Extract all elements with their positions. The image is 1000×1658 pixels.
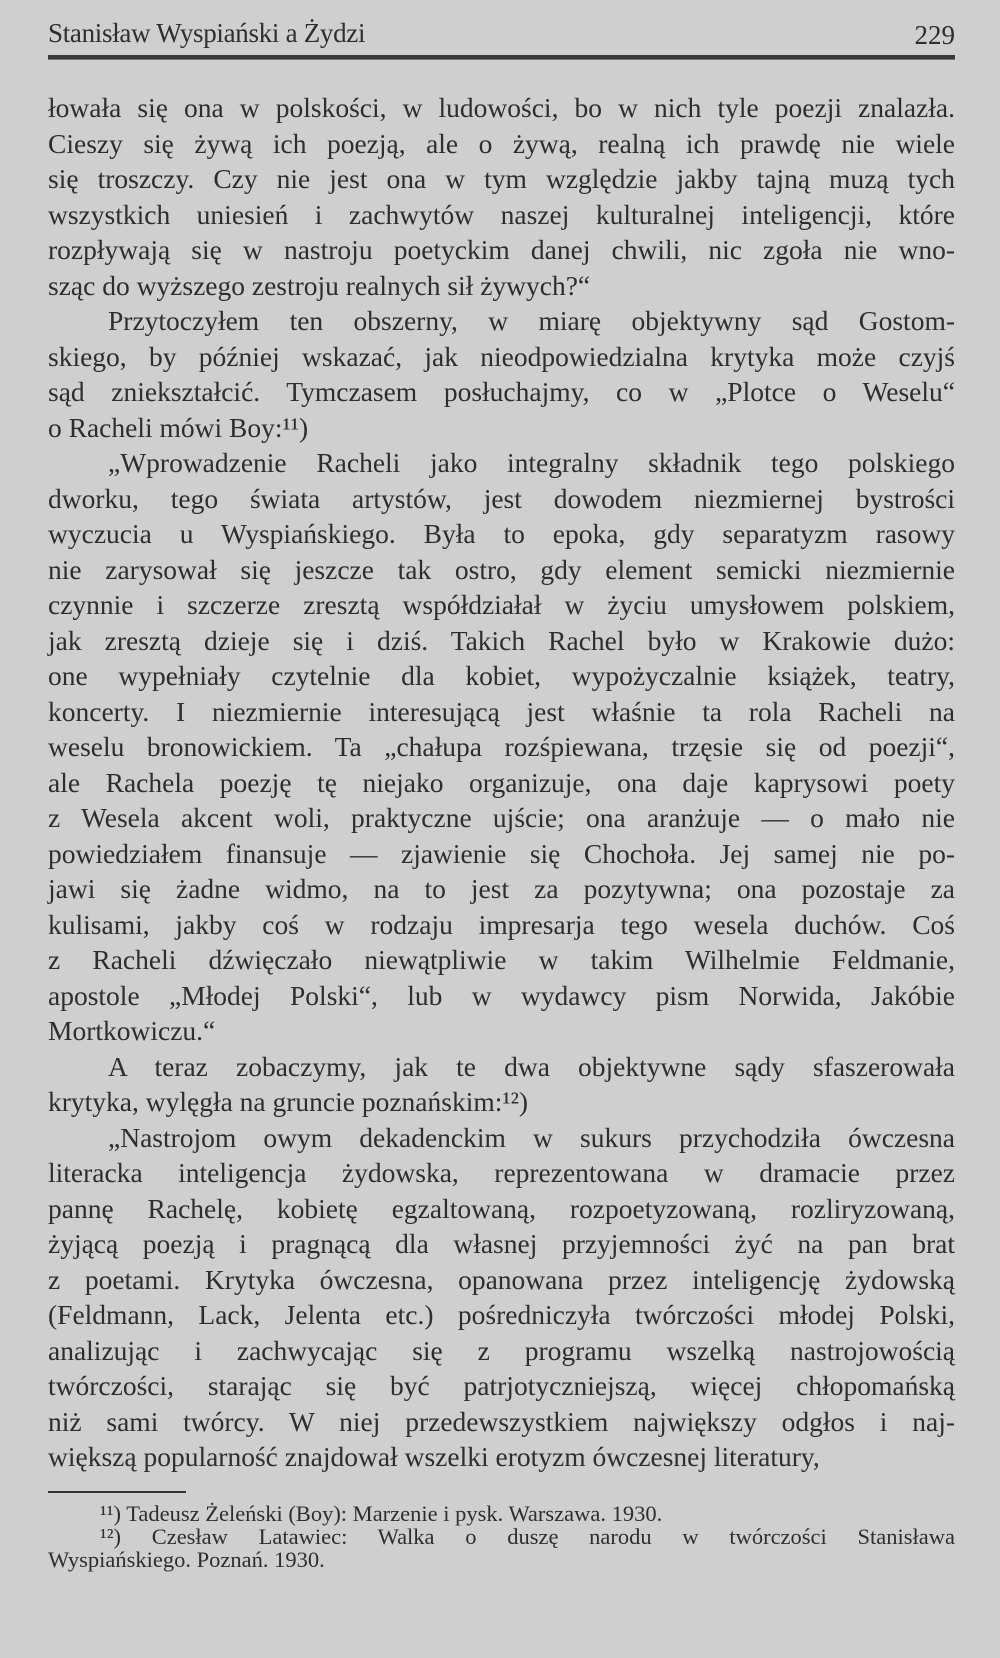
- text-line: „Nastrojom owym dekadenckim w sukurs przychodziła ówczesna: [108, 1121, 955, 1153]
- text-line: wszystkich uniesień i zachwytów naszej kulturalnej inteligencji, które: [48, 198, 955, 230]
- text-line: koncerty. I niezmiernie interesującą jest właśnie ta rola Racheli na: [48, 695, 955, 727]
- text-line: one wypełniały czytelnie dla kobiet, wypożyczalnie książek, teatry,: [48, 660, 955, 691]
- paragraph: [48, 1049, 955, 1120]
- footnote-line: ¹¹) Tadeusz Żeleński (Boy): Marzenie i pysk. Warszawa. 1930.: [100, 1501, 663, 1526]
- text-line: powiedziałem finansuje — zjawienie się Chochoła. Jej samej nie po-: [48, 837, 955, 869]
- text-line: literacka inteligencja żydowska, reprezentowana w dramacie przez: [48, 1157, 955, 1188]
- text-line: kulisami, jakby coś w rodzaju impresarja tego wesela duchów. Coś: [48, 908, 955, 940]
- footnote-line: Wyspiańskiego. Poznań. 1930.: [48, 1547, 325, 1572]
- text-line: jawi się żadne widmo, na to jest za pozytywna; ona pozostaje za: [48, 873, 955, 904]
- text-line: żyjącą poezją i pragnącą dla własnej przyjemności żyć na pan brat: [48, 1228, 955, 1259]
- text-line: sąd zniekształcić. Tymczasem posłuchajmy, co w „Plotce o Weselu“: [48, 376, 955, 407]
- text-line: „Wprowadzenie Racheli jako integralny składnik tego polskiego: [108, 447, 955, 478]
- text-line: ale Rachela poezję tę niejako organizuje, ona daje kaprysowi poety: [48, 766, 955, 798]
- text-line: nie zarysował się jeszcze tak ostro, gdy element semicki niezmiernie: [48, 553, 955, 585]
- paragraph: [48, 303, 955, 445]
- text-line: z Wesela akcent woli, praktyczne ujście; ona aranżuje — o mało nie: [48, 802, 955, 833]
- text-line: weselu bronowickiem. Ta „chałupa rozśpiewana, trzęsie się od poezji“,: [48, 731, 955, 762]
- text-line: się troszczy. Czy nie jest ona w tym względzie jakby tajną muzą tych: [48, 163, 955, 194]
- text-line: twórczości, starając się być patrjotyczniejszą, więcej chłopomańską: [48, 1370, 955, 1401]
- text-line: A teraz zobaczymy, jak te dwa objektywne sądy sfaszerowała: [108, 1050, 955, 1082]
- text-line: sząc do wyższego zestroju realnych sił żywych?“: [48, 269, 591, 301]
- footnote: [48, 1525, 955, 1571]
- text-line: z poetami. Krytyka ówczesna, opanowana przez inteligencję żydowską: [48, 1263, 955, 1295]
- text-line: jak zresztą dzieje się i dziś. Takich Rachel było w Krakowie dużo:: [48, 624, 955, 656]
- text-line: pannę Rachelę, kobietę egzaltowaną, rozpoetyzowaną, rozliryzowaną,: [48, 1192, 955, 1224]
- footnote: [48, 1502, 955, 1525]
- text-line: dworku, tego świata artystów, jest dowodem niezmiernej bystrości: [48, 482, 955, 514]
- footnote-rule: [48, 1491, 186, 1493]
- text-line: z Racheli dźwięczało niewątpliwie w takim Wilhelmie Feldmanie,: [48, 944, 955, 975]
- paragraph: [48, 1120, 955, 1475]
- running-header: [48, 18, 955, 52]
- footnote-line: ¹²) Czesław Latawiec: Walka o duszę narodu w twórczości Stanisława: [100, 1524, 955, 1549]
- text-line: niż sami twórcy. W niej przedewszystkiem największy odgłos i naj-: [48, 1405, 955, 1437]
- running-title: Stanisław Wyspiański a Żydzi: [48, 18, 366, 48]
- text-line: skiego, by później wskazać, jak nieodpowiedzialna krytyka może czyjś: [48, 340, 955, 372]
- text-line: czynnie i szczerze zresztą współdziałał w życiu umysłowem polskiem,: [48, 589, 955, 620]
- text-line: krytyka, wylęgła na gruncie poznańskim:¹²): [48, 1086, 529, 1117]
- text-line: rozpływają się w nastroju poetyckim danej chwili, nic zgoła nie wno-: [48, 234, 955, 265]
- text-line: o Racheli mówi Boy:¹¹): [48, 411, 309, 443]
- text-line: Przytoczyłem ten obszerny, w miarę objektywny sąd Gostom-: [108, 305, 955, 336]
- text-line: apostole „Młodej Polski“, lub w wydawcy pism Norwida, Jakóbie: [48, 979, 955, 1011]
- text-line: łowała się ona w polskości, w ludowości, bo w nich tyle poezji znalazła.: [48, 92, 955, 123]
- body-text: [48, 90, 955, 1475]
- header-rule: [48, 55, 955, 60]
- text-line: analizując i zachwycając się z programu wszelką nastrojowością: [48, 1334, 955, 1366]
- paragraph: [48, 445, 955, 1049]
- footnotes: [48, 1502, 955, 1571]
- text-line: Mortkowiczu.“: [48, 1015, 216, 1046]
- text-line: Cieszy się żywą ich poezją, ale o żywą, realną ich prawdę nie wiele: [48, 127, 955, 159]
- paragraph: [48, 90, 955, 303]
- text-line: wyczucia u Wyspiańskiego. Była to epoka, gdy separatyzm rasowy: [48, 518, 955, 549]
- text-line: (Feldmann, Lack, Jelenta etc.) pośredniczyła twórczości młodej Polski,: [48, 1299, 955, 1330]
- text-line: większą popularność znajdował wszelki erotyzm ówczesnej literatury,: [48, 1441, 820, 1472]
- page-number: 229: [914, 20, 955, 50]
